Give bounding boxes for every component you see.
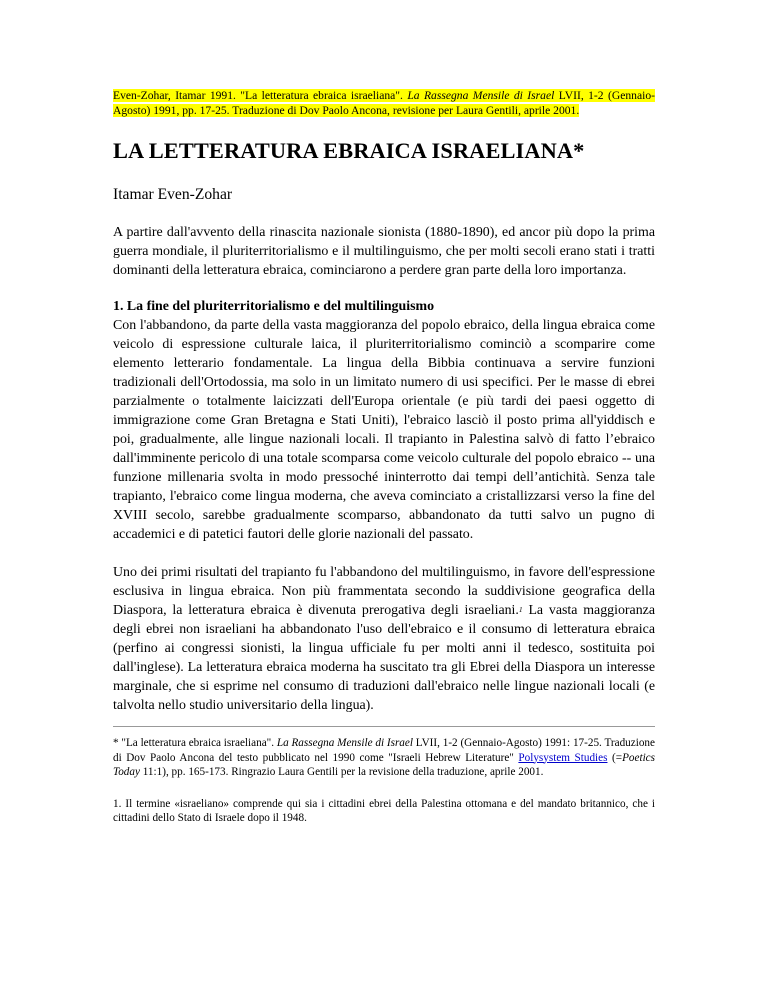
- polysystem-studies-link[interactable]: Polysystem Studies: [518, 751, 608, 764]
- citation-text-2: LVII, 1-2 (Gennaio-Agosto) 1991, pp. 17-25. Traduzione di Dov Paolo Ancona, revisione per Laura Gentili, aprile 2001.: [113, 89, 655, 117]
- footnote-marker[interactable]: 1: [518, 605, 523, 614]
- document-page: [113, 88, 655, 826]
- footnote-journal: La Rassegna Mensile di Israel: [276, 737, 413, 749]
- citation-highlight: [113, 89, 655, 117]
- citation-text: Even-Zohar, Itamar 1991. "La letteratura ebraica israeliana".: [113, 89, 408, 102]
- footnote-text-4: 11:1), pp. 165-173. Ringrazio Laura Gentili per la revisione della traduzione, aprile 2001.: [139, 766, 544, 778]
- paragraph-text-2: La vasta maggioranza degli ebrei non israeliani ha abbandonato l'uso dell'ebraico e il consumo di letteratura ebraica (perfino ai congressi sionisti, la lingua ufficiale fu per molti anni il tedesco, sostituita poi dall'inglese). La letteratura ebraica moderna ha suscitato tra gli Ebrei della Diaspora un interesse marginale, che si esprime nel consumo di traduzioni dall'ebraico nelle lingue nazionali locali (e talvolta nello studio universitario della lingua).: [113, 603, 655, 713]
- intro-paragraph: A partire dall'avvento della rinascita nazionale sionista (1880-1890), ed ancor più dopo la prima guerra mondiale, il pluriterritorialismo e il multilinguismo, che per molti secoli erano stati i tratti dominanti della letteratura ebraica, cominciarono a perdere gran parte della loro importanza.: [113, 225, 655, 278]
- body-paragraph: [113, 563, 655, 715]
- footnote-journal-2: Poetics Today: [113, 751, 655, 778]
- citation-header: [113, 88, 655, 118]
- section-heading: 1. La fine del pluriterritorialismo e del multilinguismo: [113, 299, 435, 314]
- citation-journal: La Rassegna Mensile di Israel: [407, 89, 555, 102]
- paragraph-text: Uno dei primi risultati del trapianto fu l'abbandono del multilinguismo, in favore dell'espressione esclusiva in lingua ebraica. Non più frammentata secondo la suddivisione geografica della Diaspora, la letteratura ebraica è divenuta prerogativa degli israeliani.: [113, 565, 655, 618]
- footnote-text-3: (=: [607, 751, 623, 764]
- footnote-text: * "La letteratura ebraica israeliana".: [113, 737, 277, 749]
- section-1: [113, 297, 655, 544]
- footnote-divider: [113, 726, 655, 727]
- footnote-star: [113, 736, 655, 780]
- page-title: LA LETTERATURA EBRAICA ISRAELIANA*: [113, 138, 585, 163]
- footnote-text-2: LVII, 1-2 (Gennaio-Agosto) 1991: 17-25. Traduzione di Dov Paolo Ancona del testo pubblicato nel 1990 come "Israeli Hebrew Literature": [113, 737, 655, 764]
- author-name: Itamar Even-Zohar: [113, 186, 233, 203]
- section-paragraph: Con l'abbandono, da parte della vasta maggioranza del popolo ebraico, della lingua ebraica come veicolo di espressione culturale laica, il pluriterritorialismo cominciò a scomparire come elemento letterario fondamentale. La lingua della Bibbia continuava a servire funzioni tradizionali dell'Ortodossia, ma solo in un limitato numero di usi specifici. Per le masse di ebrei parzialmente o totalmente laicizzati dell'Europa orientale (e più tardi dei paesi oggetto di immigrazione come Gran Bretagna e Stati Uniti), l'ebraico lasciò il posto prima all'yiddisch e poi, gradualmente, alle lingue nazionali locali. Il trapianto in Palestina salvò di fatto l’ebraico dall'imminente pericolo di una totale scomparsa come veicolo culturale del popolo ebraico -- una funzione millenaria svolta in modo pressoché ininterrotto dai tempi dell’antichità. Senza tale trapianto, l'ebraico come lingua moderna, che aveva cominciato a cristallizzarsi verso la fine del XVIII secolo, sarebbe gradualmente scomparso, abbandonato da tutti salvo un pugno di accademici e di patetici fautori delle glorie nazionali del passato.: [113, 318, 655, 542]
- footnote-1: 1. Il termine «israeliano» comprende qui sia i cittadini ebrei della Palestina ottomana e del mandato britannico, che i cittadini dello Stato di Israele dopo il 1948.: [113, 797, 655, 824]
